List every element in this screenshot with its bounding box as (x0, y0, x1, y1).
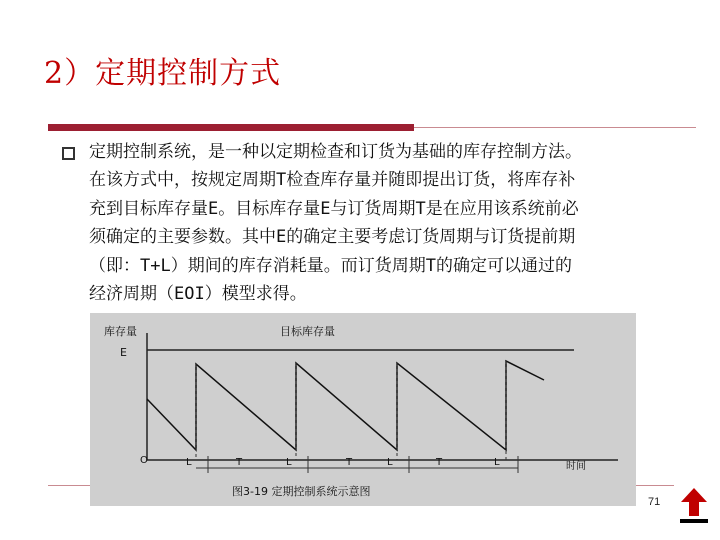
footer-rule-left (48, 485, 90, 486)
x-axis-label: 时间 (566, 461, 586, 472)
y-axis-label: 库存量 (104, 325, 137, 338)
up-arrow-icon[interactable] (676, 486, 712, 526)
title-rule-dark (48, 124, 414, 131)
footer-rule-right (636, 485, 674, 486)
interval-dimension-lines (196, 456, 518, 473)
interval-label-l4: L (494, 457, 500, 468)
bullet-square-icon (62, 147, 75, 160)
paragraph-line-1: 定期控制系统，是一种以定期检查和订货为基础的库存控制方法。 (89, 142, 582, 162)
figure-caption: 图3-19 定期控制系统示意图 (232, 485, 371, 498)
title-rule-light (414, 127, 696, 128)
inventory-diagram (90, 313, 636, 506)
interval-label-t2: T (346, 457, 353, 468)
origin-label: O (140, 455, 148, 466)
paragraph-line-3: 充到目标库存量E。目标库存量E与订货周期T是在应用该系统前必 (89, 198, 579, 219)
interval-label-l2: L (286, 457, 292, 468)
page-number: 71 (648, 496, 661, 508)
slide-title: 2）定期控制方式 (44, 56, 282, 91)
interval-label-l1: L (186, 457, 192, 468)
interval-label-t1: T (236, 457, 243, 468)
paragraph-line-4: 须确定的主要参数。其中E的确定主要考虑订货周期与订货提前期 (89, 227, 576, 248)
e-label: E (120, 346, 127, 359)
interval-label-l3: L (387, 457, 393, 468)
paragraph-line-2: 在该方式中，按规定周期T检查库存量并随即提出订货，将库存补 (89, 170, 576, 191)
target-level-label: 目标库存量 (280, 325, 335, 338)
paragraph-line-6: 经济周期（EOI）模型求得。 (89, 284, 307, 305)
paragraph-line-5: （即：T+L）期间的库存消耗量。而订货周期T的确定可以通过的 (89, 255, 572, 276)
inventory-curve (147, 361, 544, 450)
interval-label-t3: T (436, 457, 443, 468)
body-paragraph (89, 138, 679, 308)
inventory-diagram-svg (90, 313, 636, 506)
